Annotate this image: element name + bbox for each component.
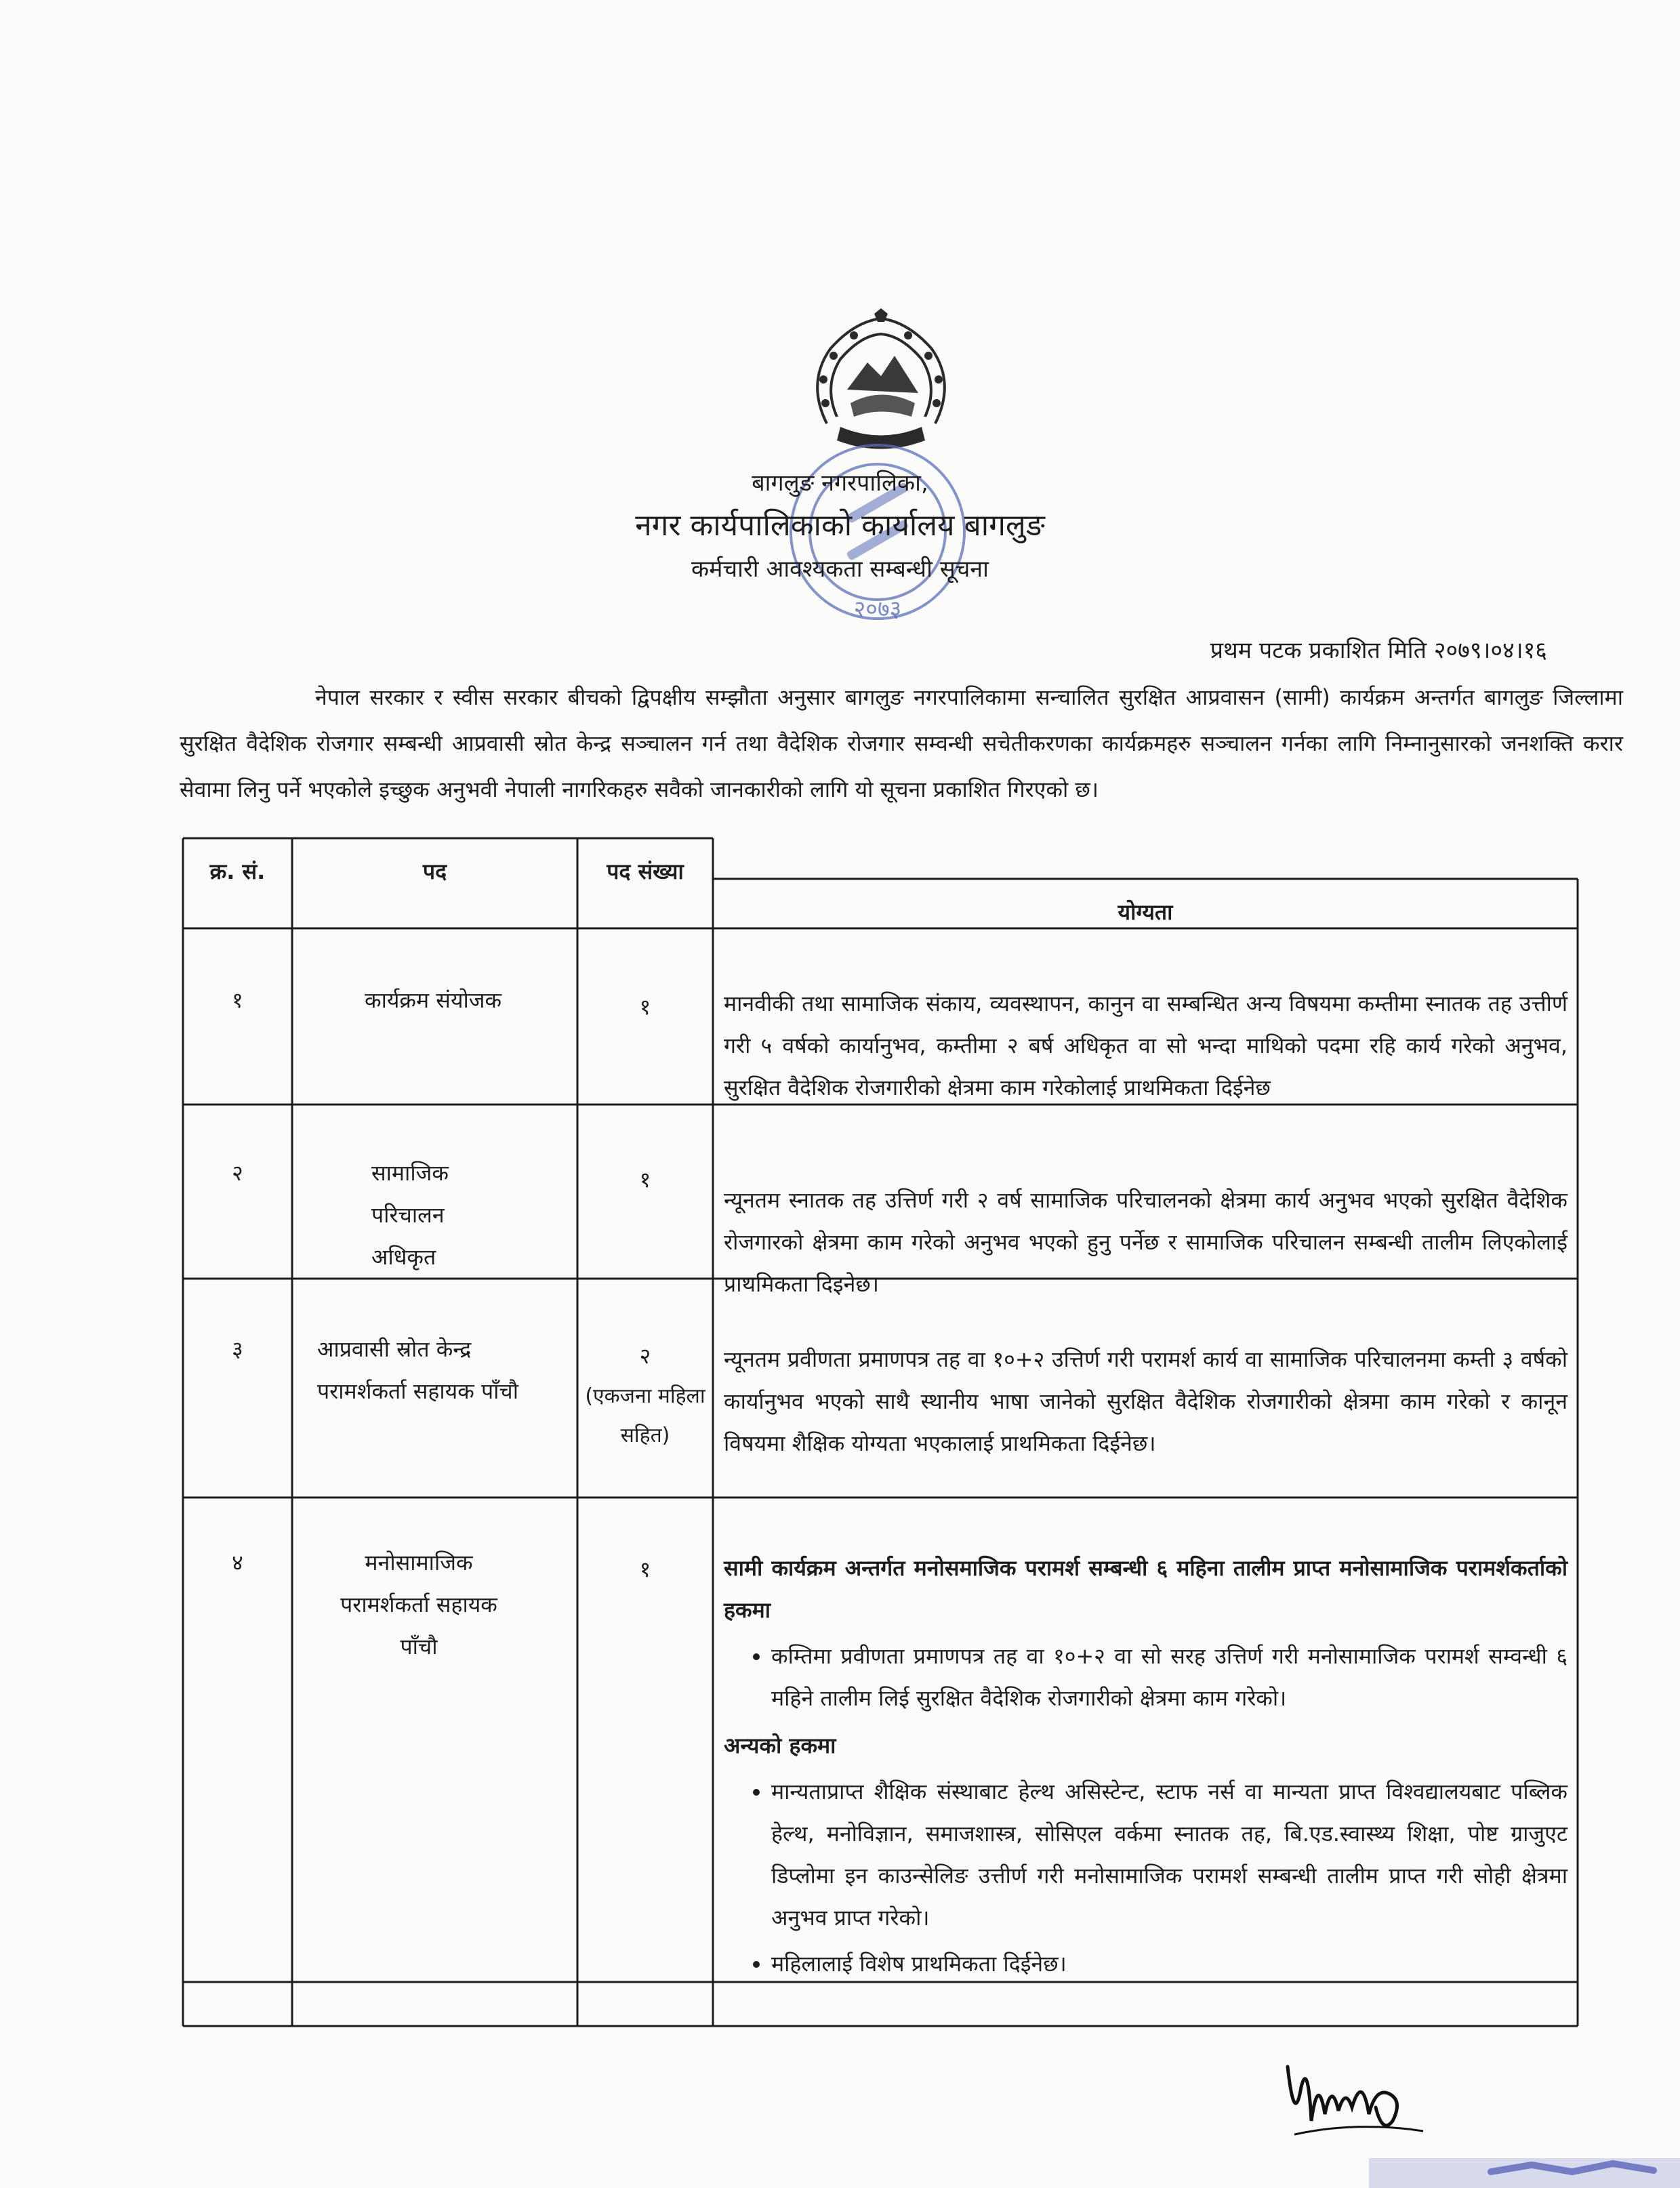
corner-stamp-fragment [1369,2145,1680,2188]
col-header-sn: क्र. सं. [209,859,266,884]
list-item: • कम्तिमा प्रवीणता प्रमाणपत्र तह वा १०+२ वा सो सरह उत्तिर्ण गरी मनोसामाजिक परामर्श सम्वन्धी ६ महिने तालीम लिई सुरक्षित वैदेशिक रोजगारीको क्षेत्रमा काम गरेको। [771,1635,1568,1719]
col-header-qualification: योग्यता [1118,899,1173,925]
intro-paragraph: नेपाल सरकार र स्वीस सरकार बीचको द्विपक्षीय सम्झौता अनुसार बागलुङ नगरपालिकामा सन्चालित सुरक्षित आप्रवासन (सामी) कार्यक्रम अन्तर्गत बागलुङ जिल्लामा सुरक्षित वैदेशिक रोजगार सम्बन्धी आप्रवासी स्रोत केन्द्र सञ्चालन गर्न तथा वैदेशिक रोजगार सम्वन्धी सचेतीकरणका कार्यक्रमहरु सञ्चालन गर्नका लागि निम्नानुसारको जनशक्ति करार सेवामा लिनु पर्ने भएकोले इच्छुक अनुभवी नेपाली नागरिकहरु सवैको जानकारीको लागि यो सूचना प्रकाशित गिरएको छ। [180,684,1623,802]
row4-sami-list [724,1635,1568,1719]
col-header-count: पद संख्या [607,859,684,884]
row3-post: आप्रवासी स्रोत केन्द्र परामर्शकर्ता सहायक पाँचौ [317,1336,519,1404]
publication-date: प्रथम पटक प्रकाशित मिति २०७९।०४।१६ [1210,637,1547,664]
row4-post: मनोसामाजिक परामर्शकर्ता सहायक पाँचौ [340,1550,497,1659]
row1-qualification: मानवीकी तथा सामाजिक संकाय, व्यवस्थापन, कानुन वा सम्बन्धित अन्य विषयमा कम्तीमा स्नातक तह उत्तीर्ण गरी ५ वर्षको कार्यानुभव, कम्तीमा २ बर्ष अधिकृत वा सो भन्दा माथिको पदमा रहि कार्य गरेको अनुभव, सुरक्षित वैदेशिक रोजगारीको क्षेत्रमा काम गरेकोलाई प्राथमिकता दिईनेछ [724,991,1568,1100]
row3-count-note: (एकजना महिला सहित) [585,1384,705,1447]
list-item: • महिलालाई विशेष प्राथमिकता दिईनेछ। [771,1943,1568,1985]
row2-count: १ [639,1167,651,1193]
row3-count-value: २ [639,1343,651,1369]
row1-sn: १ [232,987,243,1013]
row4-qualification [724,1542,1568,1989]
row4-sami-heading: सामी कार्यक्रम अन्तर्गत मनोसमाजिक परामर्श सम्बन्धी ६ महिना तालीम प्राप्त मनोसामाजिक परामर्शकर्ताको हकमा [724,1555,1568,1623]
row2-sn: २ [232,1160,243,1186]
signature [1274,2046,1437,2148]
vacancy-table [182,837,1579,2029]
office-title: नगर कार्यपालिकाको कार्यालय बागलुङ [635,508,1045,543]
row4-others-heading: अन्यको हकमा [724,1733,836,1758]
row3-qualification: न्यूनतम प्रवीणता प्रमाणपत्र तह वा १०+२ उत्तिर्ण गरी परामर्श कार्य वा सामाजिक परिचालनमा कम्ती ३ वर्षको कार्यानुभव भएको साथै स्थानीय भाषा जानेको सुरक्षित वैदेशिक रोजगारीको क्षेत्रमा काम गरेको र कानून विषयमा शैक्षिक योग्यता भएकालाई प्राथमिकता दिईनेछ। [724,1346,1568,1456]
row2-post: सामाजिक परिचालन अधिकृत [371,1160,449,1270]
stamp-year: २०७३ [853,596,902,623]
row1-count: १ [639,994,651,1020]
notice-subject: कर्मचारी आवश्यकता सम्बन्धी सूचना [691,556,989,583]
col-header-post: पद [422,859,447,884]
municipality-name: बागलुङ नगरपालिका, [752,470,928,497]
row1-post: कार्यक्रम संयोजक [365,987,502,1013]
row4-others-list [724,1771,1568,1985]
row3-count [579,1335,712,1456]
row4-sn: ४ [232,1550,243,1575]
list-item: • मान्यताप्राप्त शैक्षिक संस्थाबाट हेल्थ असिस्टेन्ट, स्टाफ नर्स वा मान्यता प्राप्त विश्वद्यालयबाट पब्लिक हेल्थ, मनोविज्ञान, समाजशास्त्र, सोसिएल वर्कमा स्नातक तह, बि.एड.स्वास्थ्य शिक्षा, पोष्ट ग्राजुएट डिप्लोमा इन काउन्सेलिङ उत्तीर्ण गरी मनोसामाजिक परामर्श सम्बन्धी तालीम प्राप्त गरी सोही क्षेत्रमा अनुभव प्राप्त गरेको। [771,1771,1568,1939]
row4-count: १ [639,1556,651,1582]
row2-qualification: न्यूनतम स्नातक तह उत्तिर्ण गरी २ वर्ष सामाजिक परिचालनको क्षेत्रमा कार्य अनुभव भएको सुरक्षित वैदेशिक रोजगारको क्षेत्रमा काम गरेको अनुभव भएको हुनु पर्नेछ र सामाजिक परिचालन सम्बन्धी तालीम लिएकोलाई प्राथमिकता दिइनेछ। [724,1187,1568,1297]
row3-sn: ३ [232,1336,243,1362]
